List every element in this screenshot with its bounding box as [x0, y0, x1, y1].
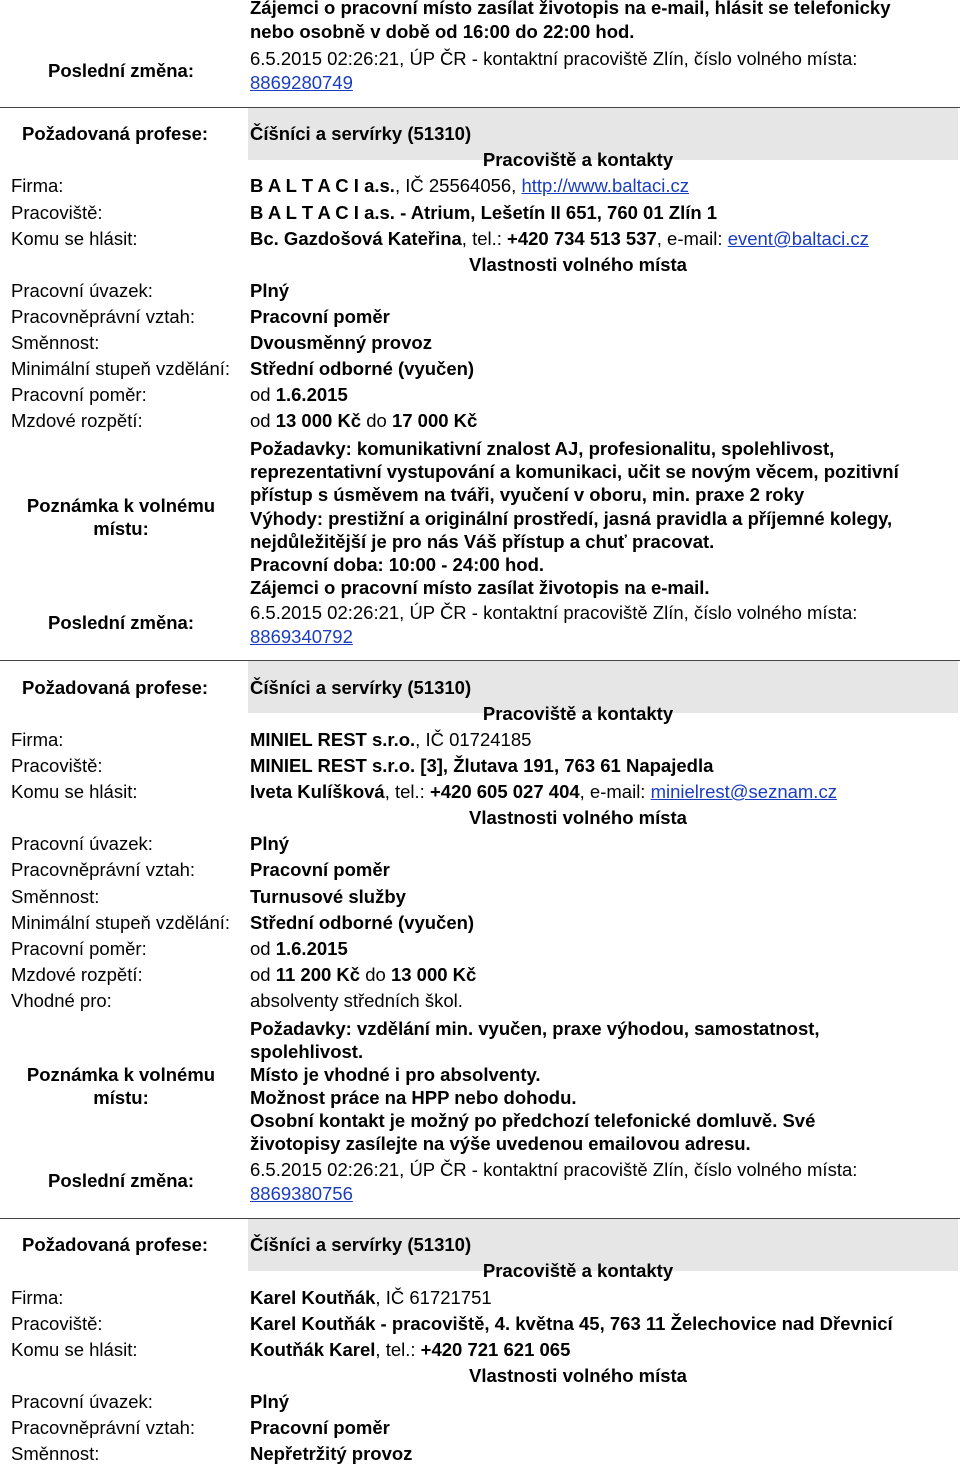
firm-label: Firma: [11, 729, 64, 750]
section-properties: Vlastnosti volného místa [469, 254, 687, 275]
contact-label: Komu se hlásit: [11, 1339, 138, 1360]
note-label-2: místu: [93, 518, 149, 539]
workload-label: Pracovní úvazek: [11, 833, 153, 854]
prev-note-line: nebo osobně v době od 16:00 do 22:00 hod. [250, 21, 635, 42]
workload-value: Plný [250, 280, 290, 301]
profession-value: Číšníci a servírky (51310) [250, 1234, 472, 1255]
relation-value: Pracovní poměr [250, 306, 390, 327]
firm-value: MINIEL REST s.r.o., IČ 01724185 [250, 729, 532, 750]
relation-label: Pracovněprávní vztah: [11, 1417, 196, 1438]
contact-value: Bc. Gazdošová Kateřina, tel.: +420 734 513 537, e-mail: event@baltaci.cz [250, 228, 869, 249]
shifts-value: Turnusové služby [250, 886, 406, 907]
note-line: spolehlivost. [250, 1041, 364, 1062]
salary-value: od 11 200 Kč do 13 000 Kč [250, 964, 477, 985]
start-value: od 1.6.2015 [250, 938, 348, 959]
workplace-value: MINIEL REST s.r.o. [3], Žlutava 191, 763 61 Napajedla [250, 755, 714, 776]
contact-email-link[interactable]: minielrest@seznam.cz [650, 781, 837, 802]
last-change-label: Poslední změna: [48, 612, 194, 633]
prev-note-line: Zájemci o pracovní místo zasílat životopis na e-mail, hlásit se telefonicky [250, 0, 891, 18]
job-number-link[interactable]: 8869340792 [250, 626, 353, 647]
note-line: Zájemci o pracovní místo zasílat životopis na e-mail. [250, 577, 710, 598]
note-line: Požadavky: komunikativní znalost AJ, profesionalitu, spolehlivost, [250, 438, 835, 459]
education-label: Minimální stupeň vzdělání: [11, 358, 231, 379]
note-line: Možnost práce na HPP nebo dohodu. [250, 1087, 577, 1108]
profession-value: Číšníci a servírky (51310) [250, 677, 472, 698]
note-line: nejdůležitější je pro nás Váš přístup a chuť pracovat. [250, 531, 715, 552]
contact-value: Iveta Kulíšková, tel.: +420 605 027 404, e-mail: minielrest@seznam.cz [250, 781, 837, 802]
contact-label: Komu se hlásit: [11, 228, 138, 249]
workplace-label: Pracoviště: [11, 202, 103, 223]
shifts-label: Směnnost: [11, 1443, 100, 1464]
job-number-link[interactable]: 8869280749 [250, 72, 353, 93]
workplace-value: B A L T A C I a.s. - Atrium, Lešetín II 651, 760 01 Zlín 1 [250, 202, 718, 223]
suitable-value: absolventy středních škol. [250, 990, 463, 1011]
relation-value: Pracovní poměr [250, 859, 390, 880]
education-label: Minimální stupeň vzdělání: [11, 912, 231, 933]
suitable-label: Vhodné pro: [11, 990, 112, 1011]
relation-label: Pracovněprávní vztah: [11, 859, 196, 880]
firm-value: Karel Koutňák, IČ 61721751 [250, 1287, 492, 1308]
education-value: Střední odborné (vyučen) [250, 912, 475, 933]
section-workplace-contacts: Pracoviště a kontakty [482, 703, 674, 724]
shifts-label: Směnnost: [11, 886, 100, 907]
note-label: Poznámka k volnému [26, 1064, 216, 1085]
shifts-value: Dvousměnný provoz [250, 332, 432, 353]
note-line: Pracovní doba: 10:00 - 24:00 hod. [250, 554, 545, 575]
start-label: Pracovní poměr: [11, 938, 147, 959]
profession-value: Číšníci a servírky (51310) [250, 123, 472, 144]
profession-label: Požadovaná profese: [22, 1234, 209, 1255]
workload-label: Pracovní úvazek: [11, 280, 153, 301]
section-properties: Vlastnosti volného místa [469, 807, 687, 828]
workload-label: Pracovní úvazek: [11, 1391, 153, 1412]
last-change-text: 6.5.2015 02:26:21, ÚP ČR - kontaktní pracoviště Zlín, číslo volného místa: [250, 48, 858, 69]
section-workplace-contacts: Pracoviště a kontakty [482, 1260, 674, 1281]
last-change-label: Poslední změna: [48, 60, 194, 81]
salary-label: Mzdové rozpětí: [11, 410, 143, 431]
workload-value: Plný [250, 833, 290, 854]
note-line: Osobní kontakt je možný po předchozí telefonické domluvě. Své [250, 1110, 816, 1131]
note-line: přístup s úsměvem na tváři, vyučení v oboru, min. praxe 2 roky [250, 484, 805, 505]
relation-value: Pracovní poměr [250, 1417, 390, 1438]
note-label: Poznámka k volnému [26, 495, 216, 516]
workplace-label: Pracoviště: [11, 755, 103, 776]
firm-label: Firma: [11, 175, 64, 196]
last-change-text: 6.5.2015 02:26:21, ÚP ČR - kontaktní pracoviště Zlín, číslo volného místa: [250, 1159, 858, 1180]
section-workplace-contacts: Pracoviště a kontakty [482, 149, 674, 170]
note-line: Místo je vhodné i pro absolventy. [250, 1064, 541, 1085]
section-properties: Vlastnosti volného místa [469, 1365, 687, 1386]
start-value: od 1.6.2015 [250, 384, 348, 405]
note-line: Požadavky: vzdělání min. vyučen, praxe výhodou, samostatnost, [250, 1018, 820, 1039]
workplace-label: Pracoviště: [11, 1313, 103, 1334]
education-value: Střední odborné (vyučen) [250, 358, 475, 379]
firm-value: B A L T A C I a.s., IČ 25564056, http://www.baltaci.cz [250, 175, 690, 196]
start-label: Pracovní poměr: [11, 384, 147, 405]
firm-label: Firma: [11, 1287, 64, 1308]
profession-label: Požadovaná profese: [22, 123, 209, 144]
profession-label: Požadovaná profese: [22, 677, 209, 698]
job-number-link[interactable]: 8869380756 [250, 1183, 353, 1204]
contact-value: Koutňák Karel, tel.: +420 721 621 065 [250, 1339, 571, 1360]
salary-value: od 13 000 Kč do 17 000 Kč [250, 410, 478, 431]
note-line: Výhody: prestižní a originální prostředí, jasná pravidla a příjemné kolegy, [250, 508, 893, 529]
workplace-value: Karel Koutňák - pracoviště, 4. května 45, 763 11 Želechovice nad Dřevnicí [250, 1313, 893, 1334]
contact-label: Komu se hlásit: [11, 781, 138, 802]
note-line: životopisy zasílejte na výše uvedenou emailovou adresu. [250, 1133, 751, 1154]
shifts-value: Nepřetržitý provoz [250, 1443, 413, 1464]
firm-website-link[interactable]: http://www.baltaci.cz [521, 175, 690, 196]
note-line: reprezentativní vystupování a komunikaci, učit se novým věcem, pozitivní [250, 461, 899, 482]
workload-value: Plný [250, 1391, 290, 1412]
shifts-label: Směnnost: [11, 332, 100, 353]
relation-label: Pracovněprávní vztah: [11, 306, 196, 327]
contact-email-link[interactable]: event@baltaci.cz [727, 228, 869, 249]
salary-label: Mzdové rozpětí: [11, 964, 143, 985]
note-label-2: místu: [93, 1087, 149, 1108]
last-change-label: Poslední změna: [48, 1170, 194, 1191]
last-change-text: 6.5.2015 02:26:21, ÚP ČR - kontaktní pracoviště Zlín, číslo volného místa: [250, 602, 858, 623]
